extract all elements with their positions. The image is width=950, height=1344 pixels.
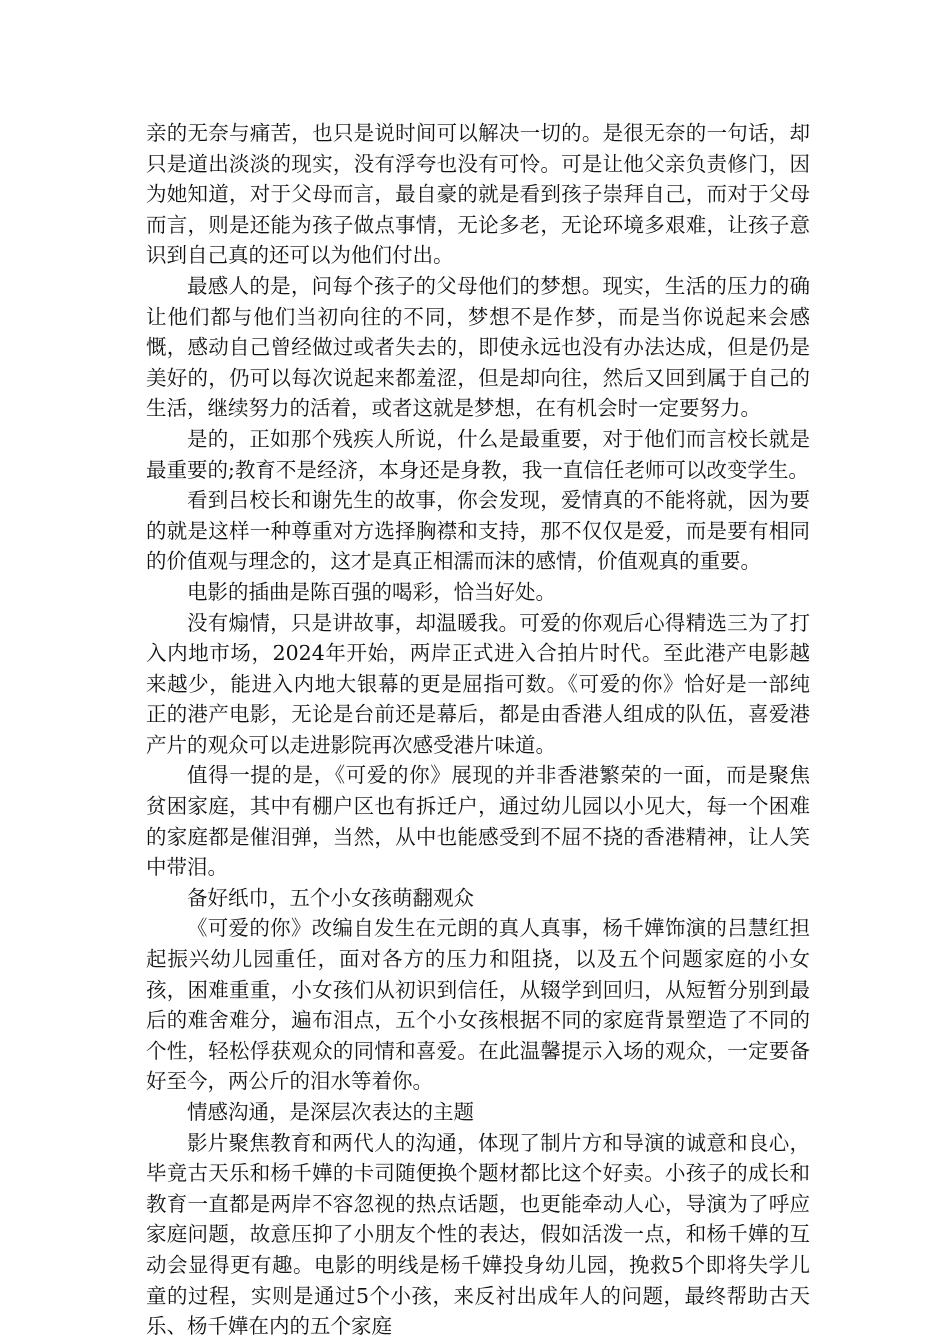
paragraph-hk-film: 没有煽情，只是讲故事，却温暖我。可爱的你观后心得精选三为了打入内地市场，2024年开始，两岸正式进入合拍片时代。至此港产电影越来越少，能进入内地大银幕的更是屈指可数。《可爱的你》恰好是一部纯正的港产电影，无论是台前还是幕后，都是由香港人组成的队伍，喜爱港产片的观众可以走进影院再次感受港片味道。 [146,610,810,757]
paragraph-education: 影片聚焦教育和两代人的沟通，体现了制片方和导演的诚意和良心，毕竟古天乐和杨千嬅的卡司随便换个题材都比这个好卖。小孩子的成长和教育一直都是两岸不容忽视的热点话题，也更能牵动人心，导演为了呼应家庭问题，故意压抑了小朋友个性的表达，假如活泼一点，和杨千嬅的互动会显得更有趣。电影的明线是杨千嬅投身幼儿园，挽救5个即将失学儿童的过程，实则是通过5个小孩，来反衬出成年人的问题，最终帮助古天乐、杨千嬅在内的五个家庭 [146,1130,810,1339]
paragraph-song: 电影的插曲是陈百强的喝彩，恰当好处。 [187,579,556,604]
section-heading-tissues: 备好纸巾，五个小女孩萌翻观众 [187,885,474,910]
section-heading-communication: 情感沟通，是深层次表达的主题 [187,1100,474,1124]
paragraph-dreams: 最感人的是，问每个孩子的父母他们的梦想。现实，生活的压力的确让他们都与他们当初向往的不同，梦想不是作梦，而是当你说起来会感慨，感动自己曾经做过或者失去的，即使永远也没有办法达成，但是仍是美好的，仍可以每次说起来都羞涩，但是却向往，然后又回到属于自己的生活，继续努力的活着，或者这就是梦想，在有机会时一定要努力。 [146,273,810,421]
article-body [146,118,810,1342]
paragraph-continuation: 亲的无奈与痛苦，也只是说时间可以解决一切的。是很无奈的一句话，却只是道出淡淡的现实，没有浮夸也没有可怜。可是让他父亲负责修门，因为她知道，对于父母而言，最自豪的就是看到孩子崇拜自己，而对于父母而言，则是还能为孩子做点事情，无论多老，无论环境多艰难，让孩子意识到自己真的还可以为他们付出。 [146,121,810,268]
paragraph-principal: 是的，正如那个残疾人所说，什么是最重要，对于他们而言校长就是最重要的;教育不是经济，本身还是身教，我一直信任老师可以改变学生。 [146,426,810,482]
paragraph-love-story: 看到吕校长和谢先生的故事，你会发现，爱情真的不能将就，因为要的就是这样一种尊重对方选择胸襟和支持，那不仅仅是爱，而是要有相同的价值观与理念的，这才是真正相濡而沫的感情，价值观真的重要。 [146,488,810,574]
paragraph-poverty: 值得一提的是，《可爱的你》展现的并非香港繁荣的一面，而是聚焦贫困家庭，其中有棚户区也有拆迁户，通过幼儿园以小见大，每一个困难的家庭都是催泪弹，当然，从中也能感受到不屈不挠的香港精神，让人笑中带泪。 [146,763,810,880]
paragraph-plot: 《可爱的你》改编自发生在元朗的真人真事，杨千嬅饰演的吕慧红担起振兴幼儿园重任，面对各方的压力和阻挠，以及五个问题家庭的小女孩，困难重重，小女孩们从初识到信任，从辍学到回归，从短暂分别到最后的难舍难分，遍布泪点，五个小女孩根据不同的家庭背景塑造了不同的个性，轻松俘获观众的同情和喜爱。在此温馨提示入场的观众，一定要备好至今，两公斤的泪水等着你。 [146,916,810,1094]
